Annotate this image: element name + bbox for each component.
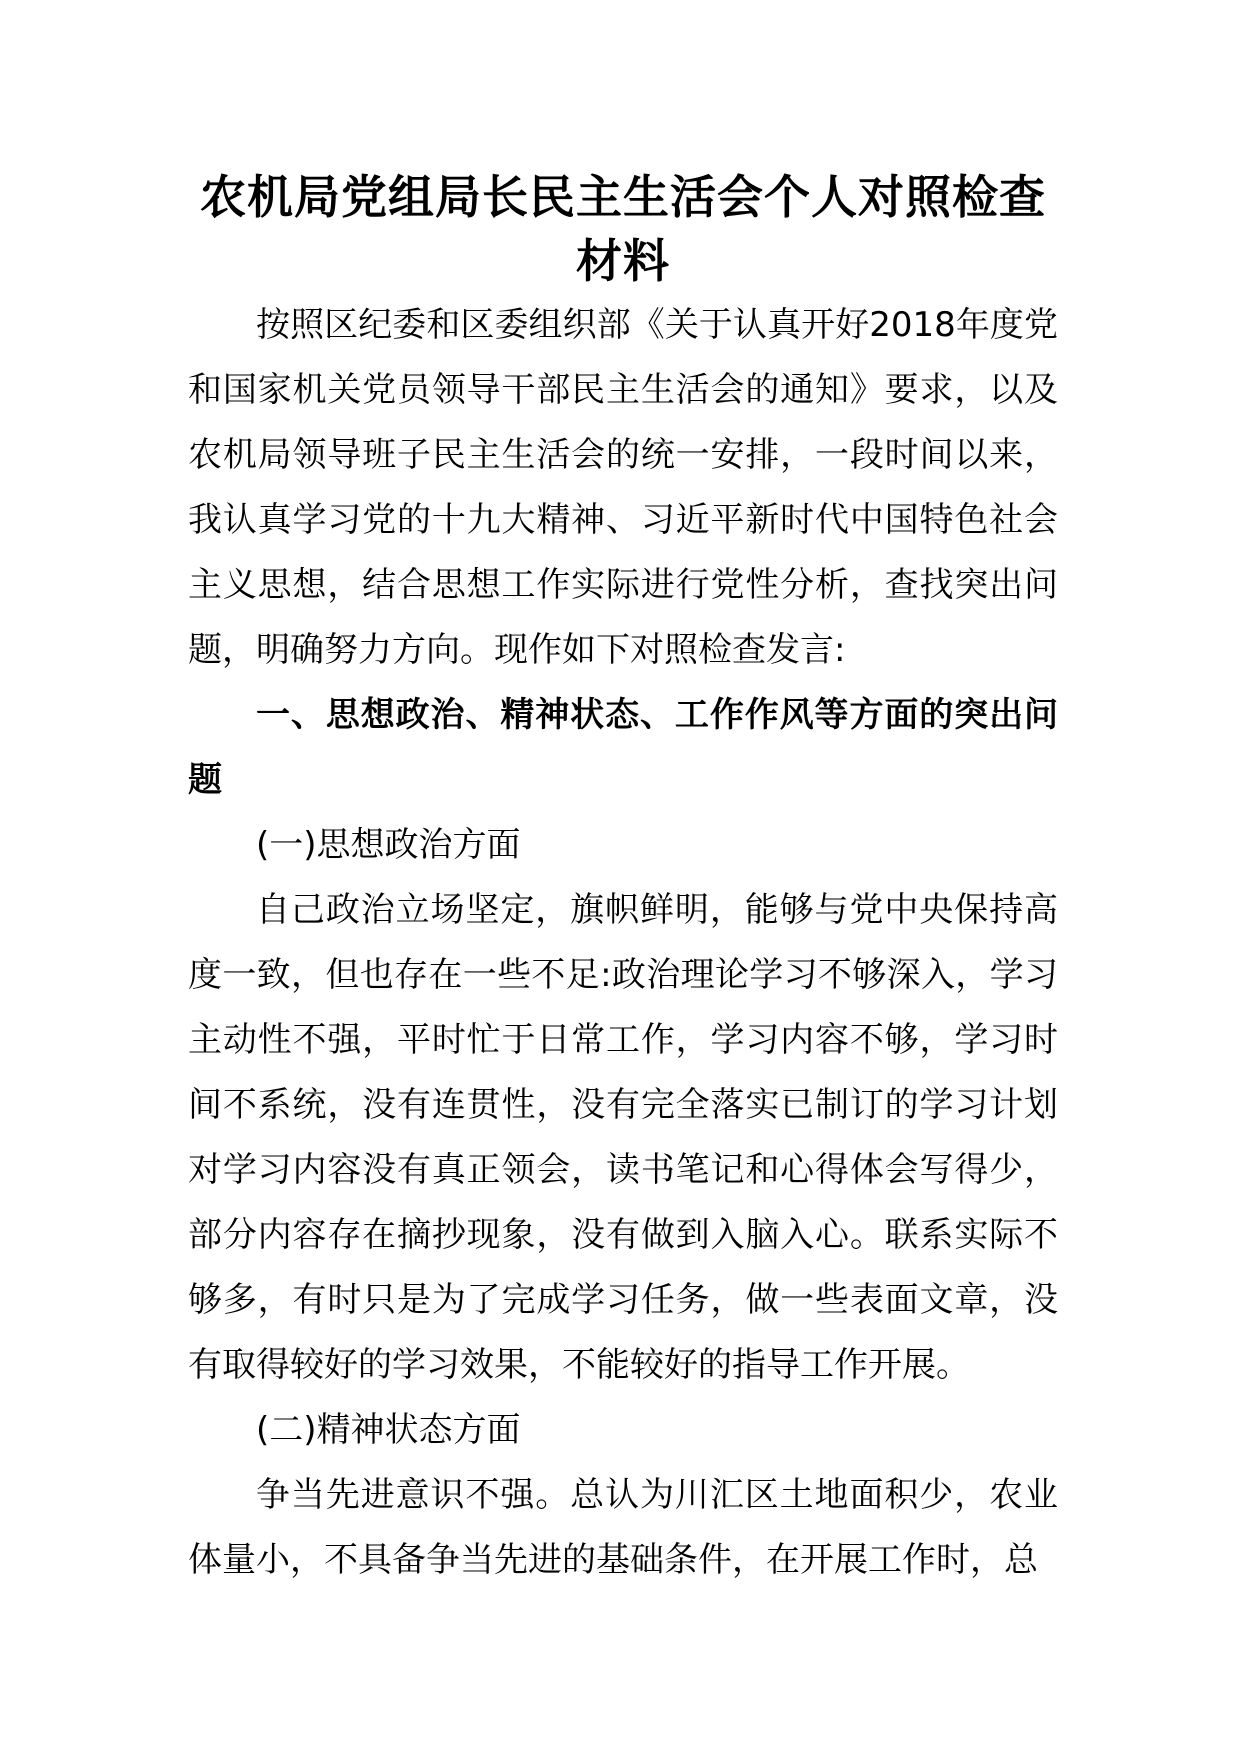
section-1-heading: 一、思想政治、精神状态、工作作风等方面的突出问题	[188, 695, 1058, 800]
subsection-2-heading: (二)精神状态方面	[256, 1410, 521, 1450]
title-line-1: 农机局党组局长民主生活会个人对照检查	[200, 170, 1046, 224]
subsection-1-heading: (一)思想政治方面	[256, 825, 521, 865]
document-title	[188, 165, 1058, 293]
title-line-2: 材料	[576, 234, 670, 288]
document-content	[188, 165, 1058, 1593]
intro-paragraph: 按照区纪委和区委组织部《关于认真开好2018年度党和国家机关党员领导干部民主生活会的通知》要求，以及农机局领导班子民主生活会的统一安排，一段时间以来，我认真学习党的十九大精神、习近平新时代中国特色社会主义思想，结合思想工作实际进行党性分析，查找突出问题，明确努力方向。现作如下对照检查发言:	[188, 305, 1058, 670]
subsection-2-paragraph: 争当先进意识不强。总认为川汇区土地面积少，农业体量小，不具备争当先进的基础条件，在开展工作时，总	[188, 1475, 1058, 1580]
subsection-1-paragraph: 自己政治立场坚定，旗帜鲜明，能够与党中央保持高度一致，但也存在一些不足:政治理论学习不够深入，学习主动性不强，平时忙于日常工作，学习内容不够，学习时间不系统，没有连贯性，没有完全落实已制订的学习计划对学习内容没有真正领会，读书笔记和心得体会写得少，部分内容存在摘抄现象，没有做到入脑入心。联系实际不够多，有时只是为了完成学习任务，做一些表面文章，没有取得较好的学习效果，不能较好的指导工作开展。	[188, 890, 1058, 1385]
